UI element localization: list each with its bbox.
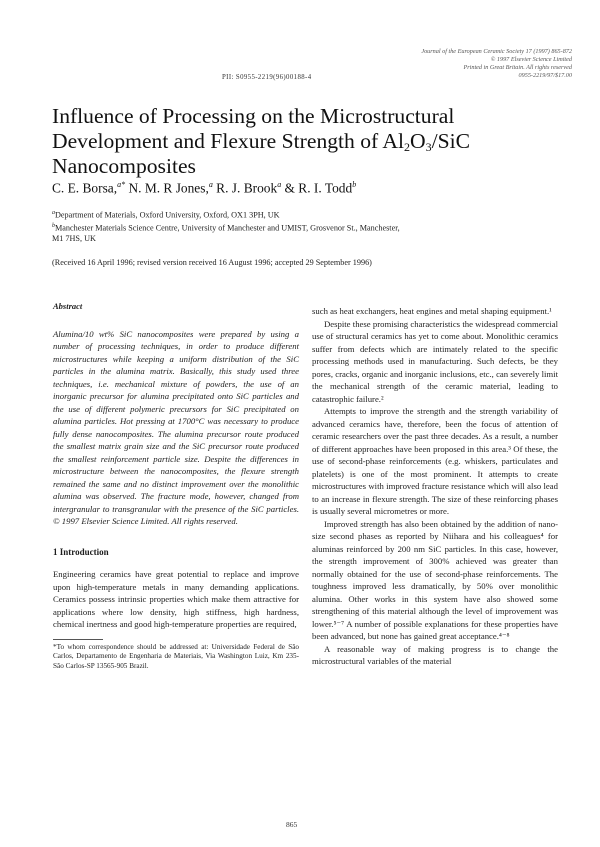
abstract-body <box>53 328 299 528</box>
abstract-text: Alumina/10 wt% SiC nanocomposites were prepared by using a number of processing techniques, in order to produce different microstructures while keeping a uniform distribution of the SiC particles in the alumina matrix. Basically, this study used three techniques, i.e. mechanical mixture of powders, the use of an inorganic precursor for alumina precipitated onto SiC particles and the use of different polymeric precursors for SiC precipitated on alumina particles. Hot pressing at 1700°C was necessary to produce fully dense nanocomposites. The alumina precursor route produced the smallest matrix grain size and the SiC precursor route produced the smallest reinforcement particle size. Despite the differences in microstructure between the nanocomposites, the flexure strength remained the same and no distinct improvement over the monolithic alumina was observed. The fracture mode, however, changed from intergranular to transgranular with the presence of the SiC particles. © 1997 Elsevier Science Limited. All rights reserved. <box>53 328 299 526</box>
right-column <box>312 305 558 668</box>
author-name: C. E. Borsa, <box>52 180 118 196</box>
affiliation: $^a$Department of Materials, Oxford University, Oxford, OX1 3PH, UK <box>52 210 280 220</box>
author-mark: a <box>277 180 282 189</box>
body-paragraph: Despite these promising characteristics the widespread commercial use of structural ceramics has yet to come about. Monolithic ceramics suffer from defects which are intimately related to the specific processing methods used in manufacturing. Such defects, be they pores, cracks, organic and inorganic inclusions, etc., can severely limit the mechanical strength of the ceramic material, leading to catastrophic failure.² <box>312 318 558 404</box>
author-list <box>52 180 572 196</box>
journal-citation <box>352 48 572 80</box>
affiliations <box>52 208 572 244</box>
title-line-2: Development and Flexure Strength of $Al_2O_3$/SiC <box>52 129 471 154</box>
section-heading: 1 Introduction <box>53 546 109 557</box>
body-paragraph: such as heat exchangers, heat engines and metal shaping equipment.¹ <box>312 306 552 316</box>
left-column <box>53 300 299 671</box>
journal-line: 0955-2219/97/$17.00 <box>518 72 572 79</box>
journal-line: © 1997 Elsevier Science Limited <box>490 56 572 63</box>
title-line-3: Nanocomposites <box>52 154 196 178</box>
author-name: & R. I. Todd <box>284 180 353 196</box>
author-name: N. M. R Jones, <box>128 180 209 196</box>
body-paragraph: Improved strength has also been obtained by the addition of nano-size second phases as reported by Niihara and his colleagues⁴ for aluminas reinforced by 200 nm SiC particles. In this case, however, the strength improvement of 300% achieved was greater than normally obtained for the use of second-phase reinforcements. The toughness improved less dramatically, by 50% over monolithic alumina. Other works in this system have also showed some strengthening of this material although the level of improvement was lower.⁵⁻⁷ A number of possible explanations for these properties have been advanced, but none has gained great acceptance.⁴⁻⁸ <box>312 518 558 641</box>
body-paragraph: Attempts to improve the strength and the strength variability of advanced ceramics have, therefore, been the focus of attention of ceramic researchers over the past three decades. As a result, a number of different approaches have been proposed in this area.³ Of these, the use of second-phase reinforcements (e.g. whiskers, particulates and platelets) is one of the most prominent. It attempts to create microstructures with improved fracture resistance which will also lead to an increase in flexure strength. The size of these reinforcing phases is usually several micrometres or more. <box>312 406 558 516</box>
affiliation: M1 7HS, UK <box>52 234 96 244</box>
author-mark: a <box>208 180 213 189</box>
title-line-1: Influence of Processing on the Microstructural <box>52 104 455 128</box>
body-paragraph: A reasonable way of making progress is to change the microstructural variables of the material <box>312 643 558 666</box>
intro-paragraph: Engineering ceramics have great potential to replace and improve upon high-temperature metals in many demanding applications. Ceramics possess intrinsic properties which make them attractive for applications where low density, high stiffness, high hardness, chemical inertness and good high-temperature properties are required, <box>53 569 299 629</box>
journal-line: Printed in Great Britain. All rights reserved <box>463 64 572 71</box>
journal-line: Journal of the European Ceramic Society 17 (1997) 865-872 <box>421 48 572 55</box>
pii-code: PII: S0955-2219(96)00188-4 <box>222 74 312 81</box>
author-mark: a* <box>117 180 126 189</box>
corresponding-author-footnote: *To whom correspondence should be addressed at: Universidade Federal de São Carlos, Departamento de Engenharia de Materiais, Via Washington Luiz, Km 235-São Carlos-SP 13565-905 Brazil. <box>53 642 299 670</box>
received-dates: (Received 16 April 1996; revised version received 16 August 1996; accepted 29 September 1996) <box>52 258 372 267</box>
footnote-divider <box>53 639 103 640</box>
article-title <box>52 104 572 179</box>
affiliation: $^b$Manchester Materials Science Centre, University of Manchester and UMIST, Grosvenor St., Manchester, <box>52 222 400 233</box>
author-mark: b <box>352 180 357 189</box>
author-name: R. J. Brook <box>216 180 278 196</box>
abstract-heading: Abstract <box>53 301 83 311</box>
page-number: 865 <box>286 820 298 829</box>
